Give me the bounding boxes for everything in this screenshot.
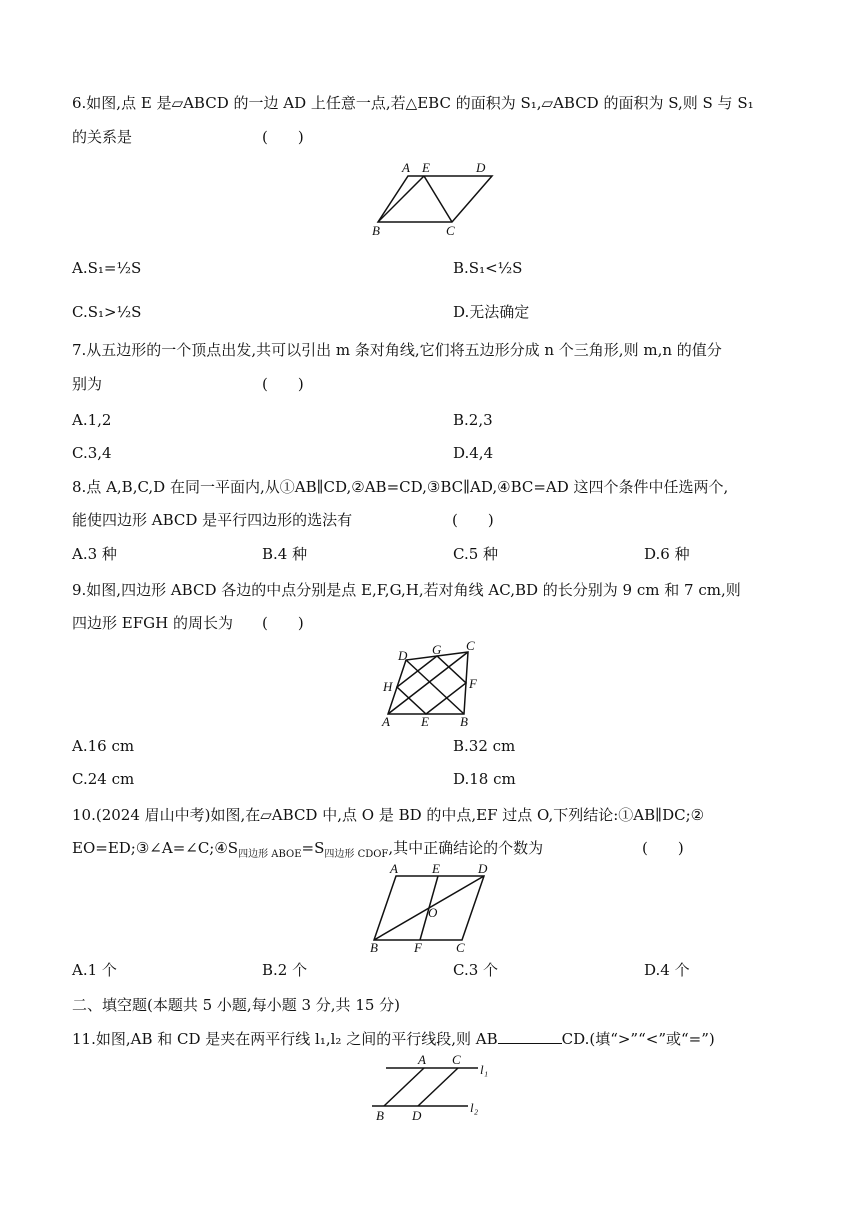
q8-option-a: A.3 种 bbox=[72, 545, 117, 563]
q9-label-H: H bbox=[383, 679, 393, 694]
q6-stem-line1: 6.如图,点 E 是▱ABCD 的一边 AD 上任意一点,若△EBC 的面积为 S₁,▱ABCD 的面积为 S,则 S 与 S₁ bbox=[72, 94, 754, 112]
q7-stem-text: 别为 bbox=[72, 375, 103, 393]
q7-option-a: A.1,2 bbox=[72, 411, 112, 429]
q9-label-F: F bbox=[469, 676, 477, 691]
q8-stem-line2 bbox=[72, 510, 494, 530]
q6-stem-text: 的关系是 bbox=[72, 128, 133, 146]
q10-figure-parallelogram bbox=[366, 860, 506, 956]
q8-option-c: C.5 种 bbox=[453, 545, 499, 563]
q9-label-B: B bbox=[460, 714, 468, 729]
q11-label-B: B bbox=[376, 1108, 384, 1123]
q7-stem-line1: 7.从五边形的一个顶点出发,共可以引出 m 条对角线,它们将五边形分成 n 个三角形,则 m,n 的值分 bbox=[72, 341, 722, 359]
q9-stem-text: 四边形 EFGH 的周长为 bbox=[72, 614, 233, 632]
q10-label-C: C bbox=[456, 940, 465, 955]
q10-option-b: B.2 个 bbox=[262, 961, 308, 979]
q7-option-d: D.4,4 bbox=[453, 444, 494, 462]
q10-subscript-1: 四边形 ABOE bbox=[238, 849, 302, 860]
q9-label-G: G bbox=[432, 642, 442, 657]
q6-label-B: B bbox=[372, 223, 380, 238]
q6-label-D: D bbox=[476, 160, 486, 175]
q10-option-d: D.4 个 bbox=[644, 961, 690, 979]
q11-label-l2: l₂ bbox=[470, 1100, 479, 1115]
q9-option-c: C.24 cm bbox=[72, 770, 135, 788]
section-heading-fill-in: 二、填空题(本题共 5 小题,每小题 3 分,共 15 分) bbox=[72, 996, 401, 1014]
q10-label-E: E bbox=[432, 861, 440, 876]
q11-label-C: C bbox=[452, 1052, 461, 1067]
q9-option-a: A.16 cm bbox=[72, 737, 135, 755]
q6-option-a: A.S₁=½S bbox=[72, 259, 142, 277]
q7-answer-bracket: ( ) bbox=[262, 375, 304, 393]
q10-answer-bracket: ( ) bbox=[642, 839, 684, 857]
q8-stem-line1: 8.点 A,B,C,D 在同一平面内,从①AB∥CD,②AB=CD,③BC∥AD,④BC=AD 这四个条件中任选两个, bbox=[72, 478, 729, 496]
q7-stem-line2 bbox=[72, 374, 304, 394]
q9-stem-line2 bbox=[72, 613, 304, 633]
q9-stem-line1: 9.如图,四边形 ABCD 各边的中点分别是点 E,F,G,H,若对角线 AC,BD 的长分别为 9 cm 和 7 cm,则 bbox=[72, 581, 741, 599]
q11-stem-text-b: CD.(填“>”“<”或“=”) bbox=[561, 1030, 715, 1048]
q9-label-E: E bbox=[421, 714, 429, 729]
q6-label-A: A bbox=[402, 160, 410, 175]
q11-label-l1: l₁ bbox=[480, 1062, 489, 1077]
q6-label-E: E bbox=[422, 160, 430, 175]
q7-option-b: B.2,3 bbox=[453, 411, 493, 429]
q6-option-c: C.S₁>½S bbox=[72, 303, 142, 321]
q11-figure-parallel-lines bbox=[366, 1050, 502, 1130]
q6-option-b: B.S₁<½S bbox=[453, 259, 523, 277]
q9-figure-quadrilateral bbox=[378, 638, 498, 730]
q8-option-d: D.6 种 bbox=[644, 545, 690, 563]
q10-label-F: F bbox=[414, 940, 422, 955]
q10-label-D: D bbox=[478, 861, 488, 876]
q9-option-d: D.18 cm bbox=[453, 770, 516, 788]
q10-stem-line1: 10.(2024 眉山中考)如图,在▱ABCD 中,点 O 是 BD 的中点,EF 过点 O,下列结论:①AB∥DC;② bbox=[72, 806, 705, 824]
q8-stem-text: 能使四边形 ABCD 是平行四边形的选法有 bbox=[72, 511, 353, 529]
q11-label-A: A bbox=[418, 1052, 426, 1067]
q7-option-c: C.3,4 bbox=[72, 444, 112, 462]
q8-option-b: B.4 种 bbox=[262, 545, 308, 563]
q10-option-c: C.3 个 bbox=[453, 961, 499, 979]
q6-label-C: C bbox=[446, 223, 455, 238]
q9-option-b: B.32 cm bbox=[453, 737, 516, 755]
q6-answer-bracket: ( ) bbox=[262, 128, 304, 146]
q10-label-B: B bbox=[370, 940, 378, 955]
q10-stem-text-a: EO=ED;③∠A=∠C;④S bbox=[72, 839, 239, 857]
q10-label-O: O bbox=[428, 905, 438, 920]
q6-figure-parallelogram bbox=[366, 158, 506, 238]
q11-label-D: D bbox=[412, 1108, 422, 1123]
q11-stem-text-a: 11.如图,AB 和 CD 是夹在两平行线 l₁,l₂ 之间的平行线段,则 AB bbox=[72, 1030, 498, 1048]
q10-stem-text-c: ,其中正确结论的个数为 bbox=[388, 839, 544, 857]
q10-stem-text-b: =S bbox=[301, 839, 325, 857]
q9-label-D: D bbox=[398, 648, 408, 663]
q11-answer-blank[interactable] bbox=[498, 1029, 562, 1044]
q9-label-C: C bbox=[466, 638, 475, 653]
q9-answer-bracket: ( ) bbox=[262, 614, 304, 632]
q9-label-A: A bbox=[382, 714, 390, 729]
q11-stem-line1 bbox=[72, 1029, 715, 1049]
q6-option-d: D.无法确定 bbox=[453, 303, 530, 321]
q10-label-A: A bbox=[390, 861, 398, 876]
q10-subscript-2: 四边形 CDOF bbox=[324, 849, 389, 860]
q8-answer-bracket: ( ) bbox=[452, 511, 494, 529]
q6-stem-line2 bbox=[72, 127, 304, 147]
q10-option-a: A.1 个 bbox=[72, 961, 117, 979]
